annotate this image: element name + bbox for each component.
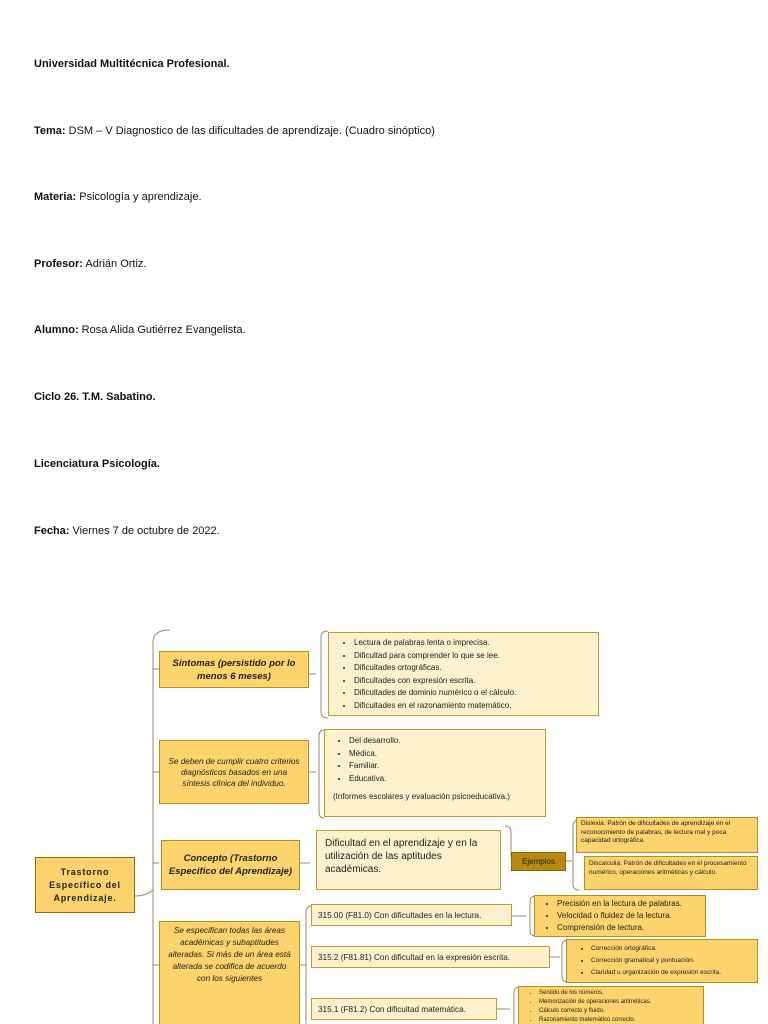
ejemplos-label: Ejemplos	[522, 857, 555, 866]
concepto-text-box	[316, 830, 501, 890]
escrita-code-box	[311, 946, 550, 968]
alumno-value: Rosa Alida Gutiérrez Evangelista.	[81, 324, 246, 336]
criterios-node	[159, 740, 309, 804]
discalculia-box	[584, 856, 758, 890]
matematica-list	[518, 986, 704, 1024]
fecha-value: Viernes 7 de octubre de 2022.	[72, 525, 220, 537]
sintomas-item: • Dificultad para comprender lo que se lee.	[354, 650, 598, 663]
materia-value: Psicología y aprendizaje.	[79, 191, 202, 203]
sintomas-item: • Dificultades con expresión escrita.	[354, 675, 598, 688]
criterios-item: • Del desarrollo.	[349, 735, 545, 748]
tema-value: DSM – V Diagnostico de las dificultades de aprendizaje. (Cuadro sinóptico)	[68, 125, 435, 137]
ejemplos-label-box	[511, 852, 566, 871]
lectura-item: • Precisión en la lectura de palabras.	[557, 898, 705, 910]
matematica-code-box	[311, 998, 497, 1020]
profesor-value: Adrián Ortiz.	[85, 258, 147, 270]
sintomas-node	[159, 651, 309, 688]
escrita-item: • Claridad u organización de expresión escrita.	[591, 967, 757, 979]
sintomas-title: Síntomas (persistido por lo menos 6 meses)	[172, 657, 296, 682]
concepto-text: Dificultad en el aprendizaje y en la utilización de las aptitudes académicas.	[325, 838, 478, 875]
sintomas-item: • Dificultades en el razonamiento matemático.	[354, 700, 598, 713]
sintomas-item: • Dificultades de dominio numérico o el cálculo.	[354, 687, 598, 700]
alumno-label: Alumno:	[34, 324, 79, 336]
areas-title: Se especifican todas las áreas académicas y subaptitudes alteradas. Si más de un área está alterada se codifica de acuerdo con los siguientes	[168, 926, 291, 983]
dislexia-box	[576, 817, 758, 853]
criterios-item: • Educativa.	[349, 773, 545, 786]
matematica-item: • Cálculo correcto y fluido.	[539, 1007, 703, 1016]
licenciatura-line: Licenciatura Psicología.	[34, 458, 160, 470]
criterios-item: • Familiar.	[349, 760, 545, 773]
profesor-label: Profesor:	[34, 258, 83, 270]
lectura-list	[534, 895, 706, 937]
criterios-list	[324, 729, 546, 817]
discalculia-text: Discalculia: Patrón de dificultades en el procesamiento numérico, operaciones aritméticas y cálculo.	[589, 860, 747, 876]
concepto-title: Concepto (Trastorno Específico del Aprendizaje)	[168, 853, 293, 877]
lectura-code: 315.00 (F81.0) Con dificultades en la lectura.	[318, 910, 482, 920]
root-label: Trastorno Específico del Aprendizaje.	[49, 866, 121, 903]
areas-node	[159, 921, 300, 1024]
escrita-code: 315.2 (F81.81) Con dificultad en la expresión escrita.	[318, 952, 511, 962]
criterios-title: Se deben de cumplir cuatro criterios diagnósticos basados en una síntesis clínica del individuo.	[168, 756, 300, 788]
escrita-item: • Corrección ortográfica.	[591, 943, 757, 955]
root-node	[35, 857, 135, 913]
university-name: Universidad Multitécnica Profesional.	[34, 58, 230, 70]
tema-label: Tema:	[34, 125, 66, 137]
sintomas-item: • Lectura de palabras lenta o imprecisa.	[354, 637, 598, 650]
matematica-code: 315.1 (F81.2) Con dificultad matemática.	[318, 1004, 466, 1014]
escrita-list	[566, 939, 758, 983]
sintomas-list	[328, 632, 599, 716]
materia-label: Materia:	[34, 191, 77, 203]
ciclo-line: Ciclo 26. T.M. Sabatino.	[34, 391, 156, 403]
criterios-item: • Médica.	[349, 748, 545, 761]
criterios-note: (Informes escolares y evaluación psicoeducativa.)	[333, 792, 510, 801]
matematica-item: • Memorización de operaciones aritméticas.	[539, 998, 703, 1007]
escrita-item: • Corrección gramatical y puntuación.	[591, 955, 757, 967]
concepto-node	[161, 840, 300, 890]
matematica-item: • Sentido de los números.	[539, 989, 703, 998]
sintomas-item: • Dificultades ortográficas.	[354, 662, 598, 675]
lectura-item: • Velocidad o fluidez de la lectura.	[557, 910, 705, 922]
matematica-item: • Razonamiento matemático correcto.	[539, 1016, 703, 1024]
fecha-label: Fecha:	[34, 525, 70, 537]
lectura-item: • Comprensión de lectura.	[557, 922, 705, 934]
lectura-code-box	[311, 904, 512, 926]
dislexia-text: Dislexia: Patrón de dificultades de aprendizaje en el reconocimiento de palabras, de lectura mal y poca capacidad ortográfica.	[581, 820, 731, 844]
